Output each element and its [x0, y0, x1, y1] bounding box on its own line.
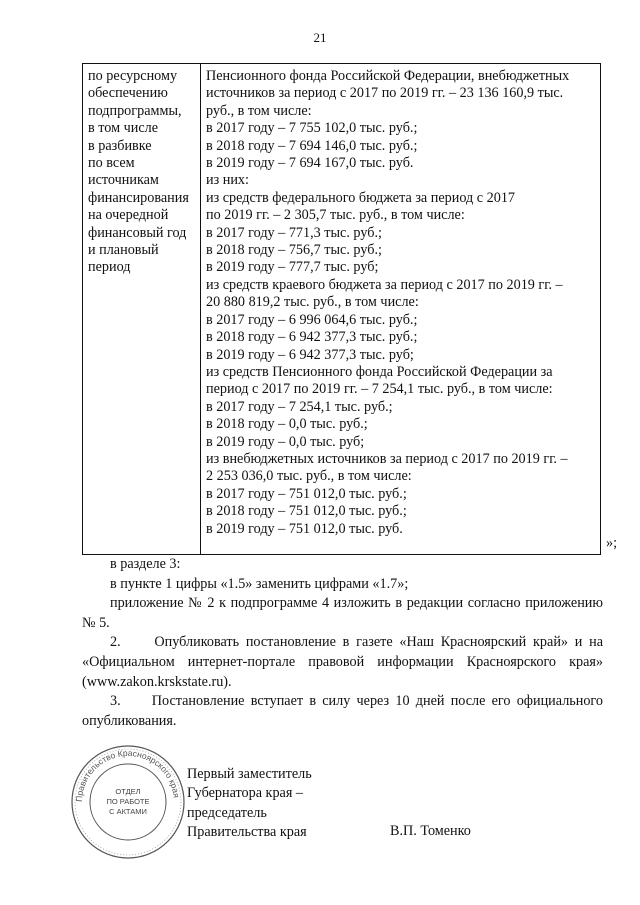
right-cell-line: в 2018 году – 751 012,0 тыс. руб.;	[206, 503, 407, 520]
stamp-outer-text: Правительство Красноярского края	[73, 747, 182, 803]
left-cell-line: в разбивке	[88, 137, 152, 154]
signer-name: В.П. Томенко	[390, 823, 471, 839]
signer-title-line: председатель	[187, 804, 267, 821]
right-cell-line: из них:	[206, 172, 249, 189]
left-cell-line: источникам	[88, 172, 159, 189]
item-replace-paragraph: в пункте 1 цифры «1.5» заменить цифрами «1.7»;	[110, 575, 409, 592]
right-cell-line: в 2017 году – 6 996 064,6 тыс. руб.;	[206, 311, 418, 328]
left-cell-line: финансирования	[88, 189, 189, 206]
closing-quote: »;	[606, 535, 618, 551]
right-cell-line: в 2017 году – 751 012,0 тыс. руб.;	[206, 485, 407, 502]
right-cell-line: период с 2017 по 2019 гг. – 7 254,1 тыс. руб., в том числе:	[206, 381, 553, 398]
left-cell-line: и плановый	[88, 242, 159, 259]
right-cell-line: в 2018 году – 6 942 377,3 тыс. руб.;	[206, 329, 418, 346]
resource-table	[82, 63, 601, 555]
left-cell-line: обеспечению	[88, 85, 168, 102]
signer-title-line: Первый заместитель	[187, 766, 312, 782]
right-cell-line: из средств федерального бюджета за период с 2017	[206, 189, 516, 206]
point-2-paragraph: 2. Опубликовать постановление в газете «Наш Красноярский край» и на «Официальном интернет-портале правовой информации Красноярского края» (www.zakon.krskstate.ru).	[82, 634, 603, 690]
left-cell-line: подпрограммы,	[88, 102, 182, 119]
right-cell-line: по 2019 гг. – 2 305,7 тыс. руб., в том числе:	[206, 207, 465, 224]
right-cell-line: в 2019 году – 6 942 377,3 тыс. руб;	[206, 346, 414, 363]
right-cell-line: руб., в том числе:	[206, 102, 312, 119]
table-left-cell	[83, 64, 201, 555]
right-cell-line: в 2019 году – 777,7 тыс. руб;	[206, 259, 379, 276]
stamp-inner-line: ПО РАБОТЕ	[106, 797, 150, 806]
section-intro: в разделе 3:	[110, 556, 181, 572]
point-3-paragraph: 3. Постановление вступает в силу через 10 дней после его официального опубликования.	[82, 693, 603, 729]
right-cell-line: в 2017 году – 7 254,1 тыс. руб.;	[206, 398, 393, 415]
signer-title-line: Губернатора края –	[187, 785, 304, 802]
stamp-inner-line: С АКТАМИ	[109, 807, 147, 816]
right-cell-line: источников за период с 2017 по 2019 гг. – 23 136 160,9 тыс.	[206, 85, 564, 102]
signer-title-line: Правительства края	[187, 824, 307, 841]
left-cell-line: период	[88, 259, 131, 276]
right-cell-line: в 2018 году – 756,7 тыс. руб.;	[206, 242, 382, 259]
left-cell-line: по ресурсному	[88, 68, 178, 84]
right-cell-line: Пенсионного фонда Российской Федерации, внебюджетных	[206, 68, 570, 84]
left-cell-line: на очередной	[88, 207, 169, 224]
right-cell-line: в 2017 году – 771,3 тыс. руб.;	[206, 224, 382, 241]
left-cell-line: финансовый год	[88, 224, 187, 241]
right-cell-line: в 2019 году – 751 012,0 тыс. руб.	[206, 520, 403, 537]
right-cell-line: в 2017 году – 7 755 102,0 тыс. руб.;	[206, 120, 418, 137]
right-cell-line: из средств краевого бюджета за период с 2017 по 2019 гг. –	[206, 276, 563, 293]
appendix-paragraph: приложение № 2 к подпрограмме 4 изложить в редакции согласно приложению № 5.	[82, 595, 603, 631]
right-cell-line: в 2018 году – 0,0 тыс. руб.;	[206, 416, 368, 433]
right-cell-line: из средств Пенсионного фонда Российской Федерации за	[206, 363, 553, 380]
table-right-cell	[201, 64, 601, 555]
left-cell-line: в том числе	[88, 120, 159, 137]
signature-block	[187, 765, 312, 843]
right-cell-line: 2 253 036,0 тыс. руб., в том числе:	[206, 468, 412, 485]
official-stamp	[68, 742, 188, 862]
body-text	[82, 555, 603, 731]
table-row	[83, 64, 601, 555]
page-number: 21	[313, 30, 327, 45]
right-cell-line: в 2019 году – 7 694 167,0 тыс. руб.	[206, 155, 414, 172]
right-cell-line: в 2018 году – 7 694 146,0 тыс. руб.;	[206, 137, 418, 154]
right-cell-line: из внебюджетных источников за период с 2017 по 2019 гг. –	[206, 450, 568, 467]
left-cell-line: по всем	[88, 155, 135, 172]
stamp-inner-line: ОТДЕЛ	[115, 787, 141, 796]
right-cell-line: в 2019 году – 0,0 тыс. руб;	[206, 433, 365, 450]
right-cell-line: 20 880 819,2 тыс. руб., в том числе:	[206, 294, 419, 311]
